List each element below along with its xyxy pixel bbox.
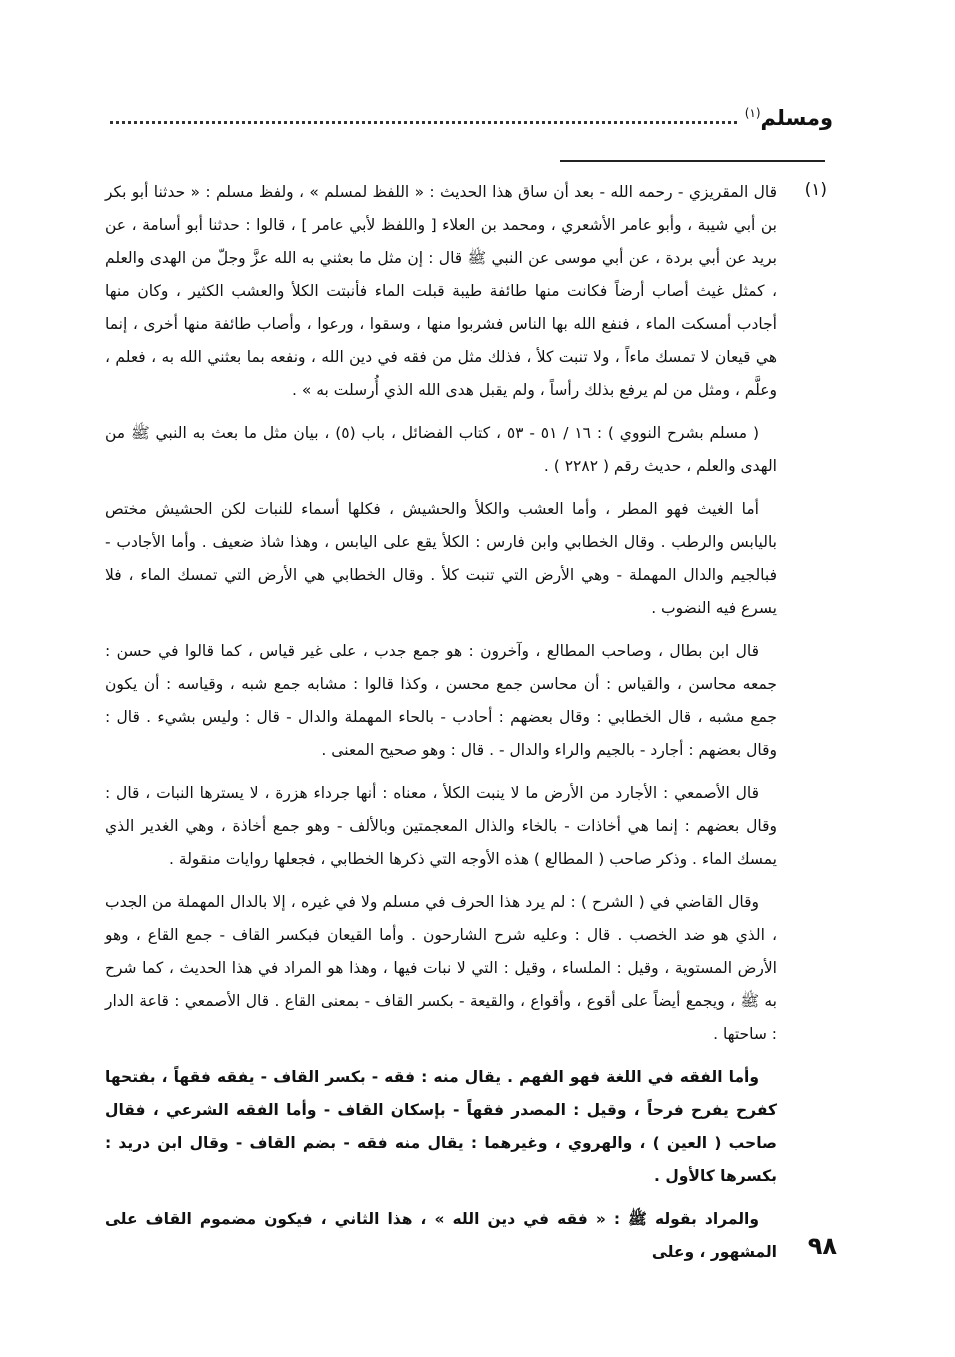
footnote-paragraph: ( مسلم بشرح النووي ) : ١٦ / ٥١ - ٥٣ ، كتاب الفضائل ، باب (٥) ، بيان مثل ما بعث به النبي ﷺ من الهدى والعلم ، حديث رقم ( ٢٢٨٢ ) . bbox=[105, 424, 777, 475]
footnote-paragraph: وقال القاضي في ( الشرح ) : لم يرد هذا الحرف في مسلم ولا في غيره ، إلا بالدال المهملة من الجدب ، الذي هو ضد الخصب . قال : وعليه شرح الشارحون . وأما القيعان فبكسر القاف - جمع القاع ، وهو الأرض المستوية ، وقيل : الملساء ، وقيل : التي لا نبات فيها ، وهذا هو المراد في هذا الحديث ، كما شرح به ﷺ ، ويجمع أيضاً على أقوع ، وأقواع ، والقيعة - بكسر القاف - بمعنى القاع . قال الأصمعي : قاعة الدار : ساحتها . bbox=[105, 893, 777, 1043]
footnote-number: (١) bbox=[804, 180, 827, 200]
running-header bbox=[110, 98, 833, 138]
footnote-paragraph: قال ابن بطال ، وصاحب المطالع ، وآخرون : هو جمع جدب ، على غير قياس ، كما قالوا في حسن : جمعه محاسن ، والقياس : أن محاسن جمع محسن ، وكذا قالوا : مشابه جمع شبه ، وقياسه : أن يكون جمع مشبه ، قال الخطابي : وقال بعضهم : أحادب - بالحاء المهملة والدال - قال : وليس بشيء . قال : وقال بعضهم : أجارد - بالجيم والراء والدال - . قال : وهو صحيح المعنى . bbox=[105, 642, 777, 759]
footnote-paragraph: قال الأصمعي : الأجارد من الأرض ما لا ينبت الكلأ ، معناه : أنها جرداء هزرة ، لا يسترها النبات ، قال : وقال بعضهم : إنما هي أخاذات - بالخاء والذال المعجمتين وبالألف - وهو جمع أخاذة ، وهي الغدير الذي يمسك الماء . وذكر صاحب ( المطالع ) هذه الأوجه التي ذكرها الخطابي ، فجعلها روايات منقولة . bbox=[105, 784, 777, 868]
footnote-body bbox=[105, 176, 777, 1279]
footnote-separator bbox=[560, 160, 825, 162]
page-number: ٩٨ bbox=[807, 1232, 837, 1260]
header-word-text: ومسلم bbox=[760, 106, 833, 130]
footnote-paragraph: والمراد بقوله ﷺ : « فقه في دين الله » ، هذا الثاني ، فيكون مضموم القاف على المشهور ، وعلى bbox=[105, 1210, 777, 1261]
footnote-paragraph: أما الغيث فهو المطر ، وأما العشب والكلأ والحشيش ، فكلها أسماء للنبات لكن الحشيش مختص باليابس والرطب . وقال الخطابي وابن فارس : الكلأ يقع على اليابس ، وهذا شاذ ضعيف . وأما الأجادب - فبالجيم والدال المهملة - وهي الأرض التي تنبت كلأ . وقال الخطابي هي الأرض التي تمسك الماء ، فلا يسرع فيه النضوب . bbox=[105, 500, 777, 617]
footnote-paragraph: قال المقريزي - رحمه الله - بعد أن ساق هذا الحديث : « اللفظ لمسلم » ، ولفظ مسلم : « حدثنا أبو بكر بن أبي شيبة ، وأبو عامر الأشعري ، ومحمد بن العلاء [ واللفظ لأبي عامر ] ، قالوا : حدثنا أبو أسامة ، عن بريد عن أبي بردة ، عن أبي موسى عن النبي ﷺ قال : إن مثل ما بعثني به الله عزَّ وجلّ من الهدى والعلم ، كمثل غيث أصاب أرضاً فكانت منها طائفة طيبة قبلت الماء فأنبتت الكلأ والعشب الكثير ، وكان منها أجادب أمسكت الماء ، فنفع الله بها الناس فشربوا منها ، وسقوا ، ورعوا ، وأصاب طائفة منها أخرى ، إنما هي قيعان لا تمسك ماءاً ، ولا تنبت كلأ ، فذلك مثل من فقه في دين الله ، ونفعه بما بعثني الله به ، فعلم ، وعلَّم ، ومثل من لم يرفع بذلك رأساً ، ولم يقبل هدى الله الذي أُرسلت به » . bbox=[105, 183, 777, 399]
dotted-leader bbox=[110, 111, 737, 124]
header-word bbox=[745, 106, 833, 130]
footnote-reference: (١) bbox=[744, 106, 761, 120]
footnote-paragraph: وأما الفقه في اللغة فهو الفهم . يقال منه : فقه - بكسر القاف - يفقه فقهاً ، بفتحها كفرح يفرح فرحاً ، وقيل : المصدر فقهاً - بإسكان القاف - وأما الفقه الشرعي ، فقال صاحب ( العين ) ، والهروي ، وغيرهما : يقال منه فقه - بضم القاف - وقال ابن دريد : بكسرها كالأول . bbox=[105, 1068, 777, 1185]
